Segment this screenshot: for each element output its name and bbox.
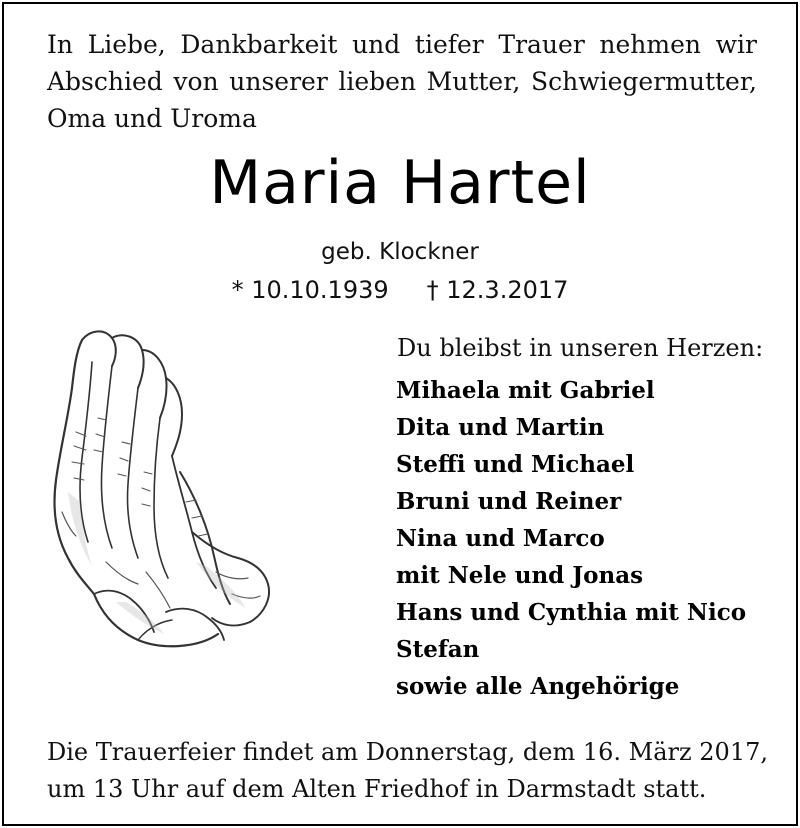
mourners-list xyxy=(396,372,746,705)
intro-line: Abschied von unserer lieben Mutter, Schwiegermutter, xyxy=(47,67,757,96)
death-date: † 12.3.2017 xyxy=(426,276,569,304)
praying-hands-icon xyxy=(46,322,278,662)
motto: Du bleibst in unseren Herzen: xyxy=(397,334,764,362)
intro-line: Oma und Uroma xyxy=(47,104,257,133)
intro-line: In Liebe, Dankbarkeit und tiefer Trauer nehmen wir xyxy=(47,30,757,59)
birth-name: geb. Klockner xyxy=(321,239,479,265)
mourner-name: Stefan xyxy=(396,636,480,663)
ceremony-line: Die Trauerfeier findet am Donnerstag, dem 16. März 2017, xyxy=(47,738,768,766)
ceremony-info xyxy=(47,734,768,808)
mourner-name: sowie alle Angehörige xyxy=(396,673,680,700)
mourner-name: Nina und Marco xyxy=(396,525,605,552)
mourner-name: Steffi und Michael xyxy=(396,451,635,478)
life-dates xyxy=(0,274,800,306)
intro-text xyxy=(47,26,757,137)
mourner-name: Bruni und Reiner xyxy=(396,488,622,515)
deceased-name: Maria Hartel xyxy=(209,148,591,218)
birth-date: * 10.10.1939 xyxy=(231,276,389,304)
mourner-name: Hans und Cynthia mit Nico xyxy=(396,599,747,626)
mourner-name: Mihaela mit Gabriel xyxy=(396,377,655,404)
mourner-name: Dita und Martin xyxy=(396,414,605,441)
ceremony-line: um 13 Uhr auf dem Alten Friedhof in Darmstadt statt. xyxy=(47,775,707,803)
mourner-name: mit Nele und Jonas xyxy=(396,562,644,589)
